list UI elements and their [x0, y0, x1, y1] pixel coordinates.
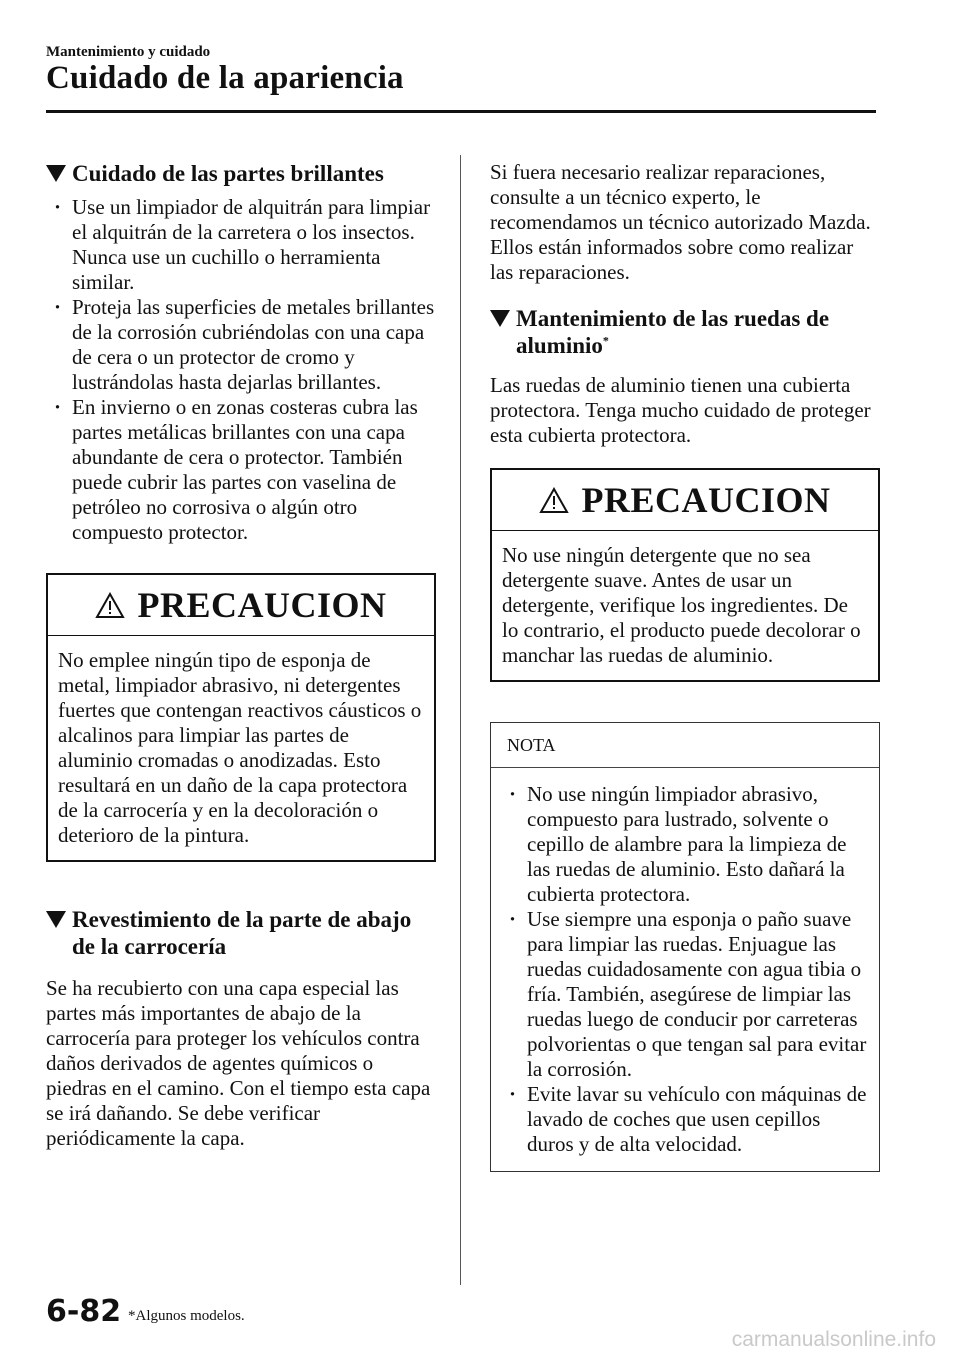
triangle-down-icon — [490, 310, 510, 327]
caution-label: PRECAUCION — [581, 479, 831, 520]
watermark: carmanualsonline.info — [731, 1328, 936, 1351]
caution-box — [46, 573, 436, 862]
note-title: NOTA — [491, 723, 879, 768]
shiny-parts-list — [46, 195, 436, 545]
section-heading-shiny-parts — [46, 160, 436, 187]
asterisk-mark: * — [602, 333, 609, 348]
warning-triangle-icon — [539, 487, 569, 514]
section-heading-underbody — [46, 906, 436, 960]
note-box — [490, 722, 880, 1172]
page-number: 6-82 — [46, 1294, 122, 1329]
caution-text: No use ningún detergente que no sea detergente suave. Antes de usar un detergente, verifique los ingredientes. De lo contrario, el producto puede decolorar o manchar las ruedas de aluminio. — [502, 543, 861, 667]
list-item: · Proteja las superficies de metales brillantes de la corrosión cubriéndolas con una capa de cera o un protector de cromo y lustrándolas hasta dejarlas brillantes. — [46, 295, 436, 395]
warning-triangle-icon — [95, 592, 125, 619]
list-item: · Use siempre una esponja o paño suave para limpiar las ruedas. Enjuague las ruedas cuidadosamente con agua tibia o fría. También, asegúrese de limpiar las ruedas luego de conducir por carreteras polvorientas o que tengan sal para evitar la corrosión. — [505, 907, 867, 1082]
header-section-label: Mantenimiento y cuidado — [46, 44, 211, 60]
caution-header — [492, 470, 878, 531]
page-title: Cuidado de la apariencia — [46, 60, 404, 96]
caution-box — [490, 468, 880, 682]
footnote: *Algunos modelos. — [128, 1308, 245, 1324]
list-item: · En invierno o en zonas costeras cubra las partes metálicas brillantes con una capa abundante de cera o protector. También puede cubrir las partes con vaselina de petróleo no corrosiva o algún otro compuesto protector. — [46, 395, 436, 545]
section-heading-aluminum-wheels — [490, 305, 880, 359]
header-rule — [46, 110, 876, 113]
list-item: · Evite lavar su vehículo con máquinas de lavado de coches que usen cepillos duros y de alta velocidad. — [505, 1082, 867, 1157]
caution-label: PRECAUCION — [137, 584, 387, 625]
list-item: · No use ningún limpiador abrasivo, compuesto para lustrado, solvente o cepillo de alambre para la limpieza de las ruedas de aluminio. Esto dañará la cubierta protectora. — [505, 782, 867, 907]
section-heading-text: Cuidado de las partes brillantes — [72, 161, 384, 186]
column-divider — [460, 155, 461, 1285]
caution-text: No emplee ningún tipo de esponja de metal, limpiador abrasivo, ni detergentes fuertes que contengan reactivos cáusticos o alcalinos para limpiar las partes de aluminio cromadas o anodizadas. Esto resultará en un daño de la capa protectora de la carrocería y en la decoloración o deterioro de la pintura. — [58, 648, 422, 847]
left-column — [46, 160, 436, 1151]
section-heading-text: Mantenimiento de las ruedas de aluminio — [516, 306, 830, 358]
section-heading-text: Revestimiento de la parte de abajo de la carrocería — [72, 907, 412, 959]
list-item: · Use un limpiador de alquitrán para limpiar el alquitrán de la carretera o los insectos. Nunca use un cuchillo o herramienta similar. — [46, 195, 436, 295]
triangle-down-icon — [46, 165, 66, 182]
note-list — [491, 768, 879, 1171]
aluminum-wheels-paragraph: Las ruedas de aluminio tienen una cubierta protectora. Tenga mucho cuidado de proteger esta cubierta protectora. — [490, 373, 871, 447]
triangle-down-icon — [46, 911, 66, 928]
caution-header — [48, 575, 434, 636]
underbody-paragraph: Se ha recubierto con una capa especial las partes más importantes de abajo de la carrocería para proteger los vehículos contra daños derivados de agentes químicos o piedras en el camino. Con el tiempo esta capa se irá dañando. Se debe verificar periódicamente la capa. — [46, 976, 431, 1150]
right-column — [490, 160, 880, 1172]
repairs-paragraph: Si fuera necesario realizar reparaciones, consulte a un técnico experto, le recomendamos un técnico autorizado Mazda. Ellos están informados sobre como realizar las reparaciones. — [490, 160, 871, 284]
